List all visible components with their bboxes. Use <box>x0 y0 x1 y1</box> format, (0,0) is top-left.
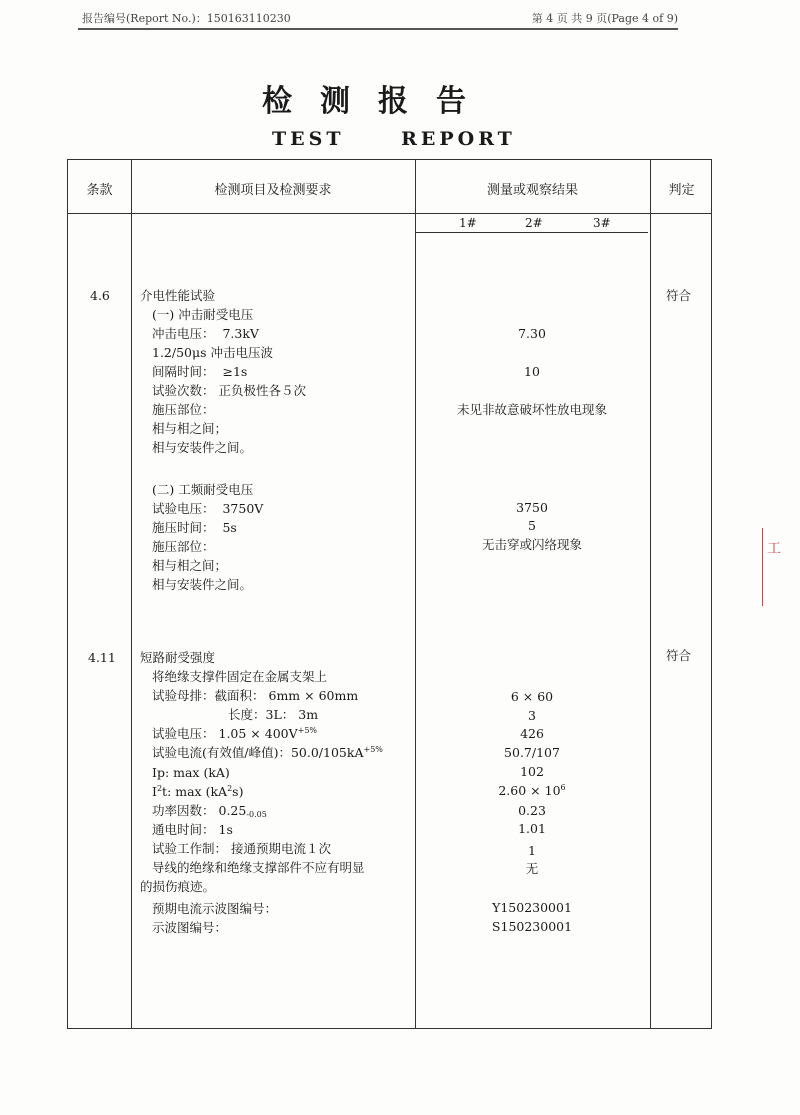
test-results-table <box>67 159 712 1029</box>
sample-2-label: 2# <box>525 216 543 230</box>
duty-cycle: 试验工作制： 接通预期电流１次 <box>152 841 331 856</box>
test-bar-result: 6 × 60 <box>510 689 554 704</box>
energizing-time: 通电时间： 1s <box>152 822 233 837</box>
damage-requirement: 导线的绝缘和绝缘支撑部件不应有明显 <box>152 860 365 875</box>
power-mount: 相与安装件之间。 <box>152 577 253 592</box>
impulse-phase: 相与相之间； <box>152 421 228 436</box>
column-divider <box>415 160 416 1028</box>
impulse-result: 未见非故意破坏性放电现象 <box>456 402 607 417</box>
impulse-count: 试验次数： 正负极性各５次 <box>152 383 306 398</box>
report-title-cn: 检测报告 <box>262 84 494 119</box>
bar-length-result: 3 <box>528 708 536 723</box>
dielectric-title: 介电性能试验 <box>140 288 216 303</box>
i2t-result: $2.60 \times 10^6$ <box>498 783 566 798</box>
impulse-mount: 相与安装件之间。 <box>152 440 253 455</box>
clause-4-6: 4.6 <box>90 288 110 303</box>
power-voltage-result: 3750 <box>516 500 548 515</box>
result-header: 测量或观察结果 <box>486 183 578 198</box>
power-time: 施压时间： 5s <box>152 520 237 535</box>
impulse-voltage-result: 7.30 <box>518 326 546 341</box>
impulse-interval-result: 10 <box>524 364 540 379</box>
sample-divider <box>415 232 648 233</box>
report-number: 报告编号(Report No.)：150163110230 <box>82 12 291 25</box>
verdict-4-11: 符合 <box>666 648 692 663</box>
power-phase: 相与相之间； <box>152 558 228 573</box>
energizing-time-result: 1.01 <box>518 821 546 836</box>
report-title-en: TEST REPORT <box>272 128 516 150</box>
impulse-heading: (一) 冲击耐受电压 <box>152 307 254 322</box>
short-circuit-title: 短路耐受强度 <box>140 650 216 665</box>
test-current-result: 50.7/107 <box>504 745 560 760</box>
damage-result: 无 <box>525 861 539 876</box>
report-header <box>78 10 678 30</box>
sample-3-label: 3# <box>593 216 611 230</box>
prospective-oscillogram: 预期电流示波图编号： <box>152 901 278 916</box>
page-number: 第 4 页 共 9 页(Page 4 of 9) <box>531 12 678 25</box>
clause-header: 条款 <box>86 183 113 198</box>
test-voltage-result: 426 <box>520 726 544 741</box>
edge-seal-stamp: 工 <box>762 528 785 606</box>
damage-requirement-cont: 的损伤痕迹。 <box>140 879 216 894</box>
peak-current-result: 102 <box>520 764 544 779</box>
oscillogram-result: S150230001 <box>491 919 573 934</box>
peak-current: Ip: max (kA) <box>152 765 230 780</box>
verdict-header: 判定 <box>668 183 695 198</box>
i2t-value: $I^2t$: $\max (kA^2s)$ <box>152 784 244 799</box>
power-time-result: 5 <box>528 518 536 533</box>
test-current: 试验电流(有效值/峰值)：$50.0/105kA^{+5\%}$ <box>152 745 383 760</box>
test-bar: 试验母排：截面积： 6mm × 60mm <box>152 688 359 703</box>
power-voltage: 试验电压： 3750V <box>152 501 264 516</box>
column-divider <box>650 160 651 1028</box>
bar-length: 长度：3L： 3m <box>228 707 319 722</box>
header-divider <box>68 213 711 214</box>
power-position-result: 无击穿或闪络现象 <box>481 537 582 552</box>
oscillogram: 示波图编号： <box>152 920 228 935</box>
impulse-interval: 间隔时间： ≥1s <box>152 364 248 379</box>
item-header: 检测项目及检测要求 <box>214 183 332 198</box>
duty-cycle-result: 1 <box>528 843 536 858</box>
clause-4-11: 4.11 <box>88 650 116 665</box>
power-position: 施压部位： <box>152 539 215 554</box>
power-factor-result: 0.23 <box>518 803 546 818</box>
column-divider <box>131 160 132 1028</box>
sample-1-label: 1# <box>459 216 477 230</box>
power-factor: 功率因数： $0.25_{-0.05}$ <box>152 803 267 819</box>
prospective-oscillogram-result: Y150230001 <box>492 900 572 915</box>
impulse-position: 施压部位： <box>152 402 215 417</box>
verdict-4-6: 符合 <box>666 288 692 303</box>
fixing-note: 将绝缘支撑件固定在金属支架上 <box>152 669 328 684</box>
power-heading: (二) 工频耐受电压 <box>152 482 254 497</box>
impulse-wave: 1.2/50μs 冲击电压波 <box>152 345 274 360</box>
impulse-voltage: 冲击电压： 7.3kV <box>152 326 259 341</box>
test-voltage: 试验电压： $1.05 \times 400V^{+5\%}$ <box>152 726 318 741</box>
